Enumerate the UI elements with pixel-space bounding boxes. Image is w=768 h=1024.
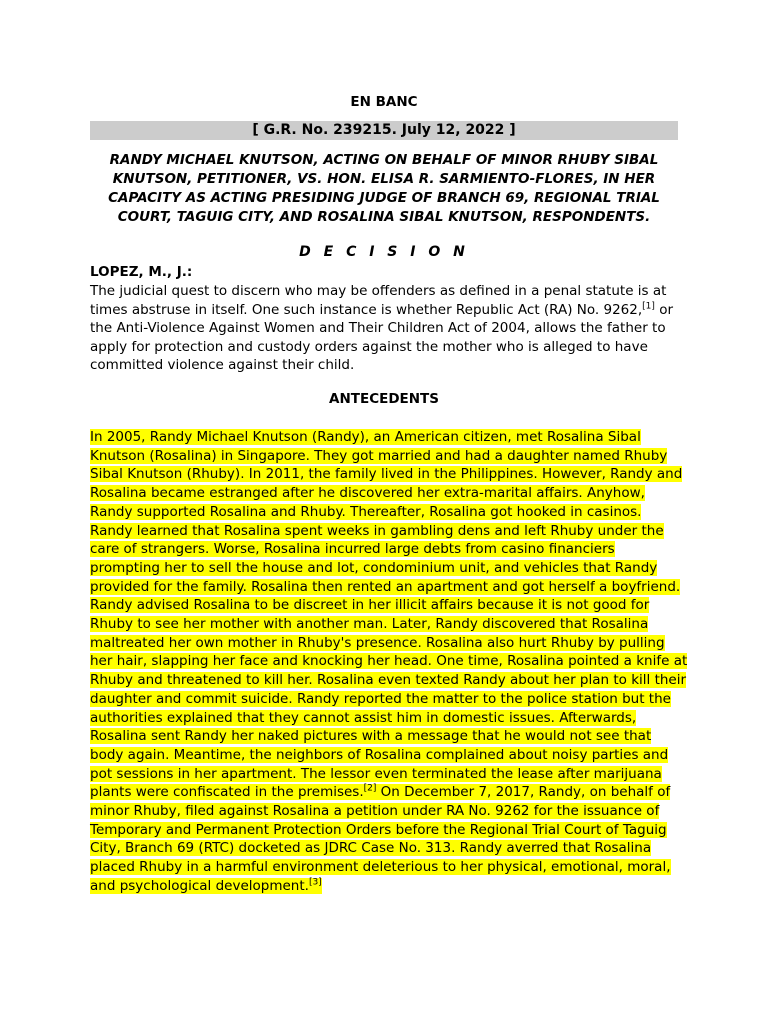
antecedents-line <box>90 596 682 615</box>
caption-line: RANDY MICHAEL KNUTSON, ACTING ON BEHALF OF MINOR RHUBY SIBAL <box>109 152 659 168</box>
highlighted-text: maltreated her own mother in Rhuby's presence. Rosalina also hurt Rhuby by pulling <box>90 634 665 651</box>
intro-line: apply for protection and custody orders against the mother who is alleged to have <box>90 338 648 355</box>
antecedents-line <box>90 652 688 671</box>
highlighted-text: Randy advised Rosalina to be discreet in her illicit affairs because it is not good for <box>90 597 650 614</box>
highlighted-text: and psychological development. <box>90 877 309 894</box>
highlighted-text: On December 7, 2017, Randy, on behalf of <box>376 784 671 801</box>
antecedents-line <box>90 858 682 877</box>
antecedents-line <box>90 783 682 802</box>
antecedents-line <box>90 877 682 896</box>
highlighted-text: daughter and commit suicide. Randy reported the matter to the police station but the <box>90 690 671 707</box>
antecedents-line <box>90 540 682 559</box>
highlighted-text: provided for the family. Rosalina then rented an apartment and got herself a boyfriend. <box>90 578 681 595</box>
caption-line: KNUTSON, PETITIONER, VS. HON. ELISA R. SARMIENTO-FLORES, IN HER <box>112 171 656 187</box>
highlighted-text: her hair, slapping her face and knocking her head. One time, Rosalina pointed a knife at <box>90 653 688 670</box>
intro-line: committed violence against their child. <box>90 357 355 374</box>
antecedents-line <box>90 634 682 653</box>
intro-paragraph <box>90 282 680 375</box>
highlighted-text: Rosalina sent Randy her naked pictures with a message that he would not see that <box>90 728 652 745</box>
court-division: EN BANC <box>350 94 418 110</box>
highlighted-text: Rhuby and threatened to kill her. Rosalina even texted Randy about her plan to kill their <box>90 672 687 689</box>
antecedents-line <box>90 578 682 597</box>
highlighted-text: authorities explained that they cannot assist him in domestic issues. Afterwards, <box>90 709 637 726</box>
section-heading-antecedents: ANTECEDENTS <box>329 391 439 407</box>
highlighted-text: Randy learned that Rosalina spent weeks in gambling dens and left Rhuby under the <box>90 522 664 539</box>
highlighted-text: Sibal Knutson (Rhuby). In 2011, the family lived in the Philippines. However, Randy and <box>90 466 683 483</box>
highlighted-text: Temporary and Permanent Protection Orders before the Regional Trial Court of Taguig <box>90 821 667 838</box>
case-number-bar: [ G.R. No. 239215. July 12, 2022 ] <box>90 121 678 140</box>
antecedents-line <box>90 447 682 466</box>
highlighted-text <box>90 878 322 894</box>
highlighted-text <box>90 784 670 800</box>
highlighted-text: pot sessions in her apartment. The lessor even terminated the lease after marijuana <box>90 765 662 782</box>
highlighted-text: prompting her to sell the house and lot, condominium unit, and vehicles that Randy <box>90 559 658 576</box>
footnote-link-2[interactable]: [2] <box>363 783 377 794</box>
antecedents-line <box>90 484 682 503</box>
ponente: LOPEZ, M., J.: <box>90 264 193 280</box>
highlighted-text: Rhuby to see her mother with another man. Later, Randy discovered that Rosalina <box>90 616 649 633</box>
antecedents-line <box>90 465 682 484</box>
antecedents-line <box>90 727 682 746</box>
highlighted-text: minor Rhuby, filed against Rosalina a petition under RA No. 9262 for the issuance of <box>90 803 660 820</box>
antecedents-paragraph <box>90 428 688 896</box>
antecedents-line <box>90 746 682 765</box>
highlighted-text: City, Branch 69 (RTC) docketed as JDRC Case No. 313. Randy averred that Rosalina <box>90 840 652 857</box>
antecedents-line <box>90 615 682 634</box>
caption-line: COURT, TAGUIG CITY, AND ROSALINA SIBAL KNUTSON, RESPONDENTS. <box>117 209 651 225</box>
antecedents-line <box>90 671 687 690</box>
antecedents-line <box>90 802 682 821</box>
highlighted-text: Rosalina became estranged after he discovered her extra-marital affairs. Anyhow, <box>90 485 645 502</box>
highlighted-text: placed Rhuby in a harmful environment deleterious to her physical, emotional, moral, <box>90 859 671 876</box>
antecedents-line <box>90 839 682 858</box>
intro-text: times abstruse in itself. One such instance is whether Republic Act (RA) No. 9262, <box>90 301 643 318</box>
decision-title: D E C I S I O N <box>299 244 469 260</box>
antecedents-line <box>90 709 682 728</box>
footnote-link-3[interactable]: [3] <box>308 877 322 888</box>
antecedents-line <box>90 503 682 522</box>
antecedents-line <box>90 428 682 447</box>
highlighted-text: Knutson (Rosalina) in Singapore. They got married and had a daughter named Rhuby <box>90 447 668 464</box>
highlighted-text: care of strangers. Worse, Rosalina incurred large debts from casino financiers <box>90 541 615 558</box>
antecedents-line <box>90 559 682 578</box>
intro-line: the Anti-Violence Against Women and Their Children Act of 2004, allows the father to <box>90 320 666 337</box>
antecedents-line <box>90 765 682 784</box>
antecedents-line <box>90 522 682 541</box>
intro-line: The judicial quest to discern who may be offenders as defined in a penal statute is at <box>90 283 667 299</box>
highlighted-text: Randy supported Rosalina and Rhuby. Thereafter, Rosalina got hooked in casinos. <box>90 503 642 520</box>
antecedents-line <box>90 690 682 709</box>
intro-line <box>90 301 680 320</box>
antecedents-line <box>90 821 682 840</box>
case-caption <box>90 151 678 227</box>
intro-text: or <box>654 301 674 318</box>
highlighted-text: plants were confiscated in the premises. <box>90 784 364 801</box>
highlighted-text: body again. Meantime, the neighbors of Rosalina complained about noisy parties and <box>90 746 669 763</box>
highlighted-text: In 2005, Randy Michael Knutson (Randy), an American citizen, met Rosalina Sibal <box>90 429 641 445</box>
caption-line: CAPACITY AS ACTING PRESIDING JUDGE OF BRANCH 69, REGIONAL TRIAL <box>108 190 660 206</box>
footnote-link-1[interactable]: [1] <box>642 301 655 312</box>
